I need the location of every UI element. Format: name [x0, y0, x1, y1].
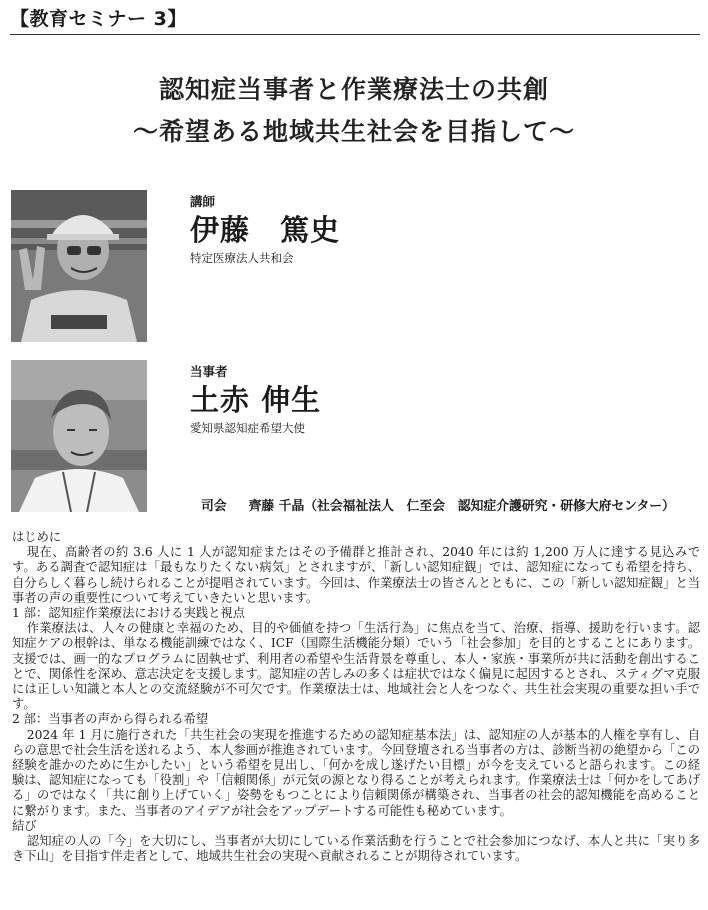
participant-affiliation: 愛知県認知症希望大使 [190, 421, 305, 435]
page-title: 認知症当事者と作業療法士の共創 [158, 75, 549, 104]
lecturer-affiliation: 特定医療法人共和会 [190, 251, 294, 265]
body-text [12, 530, 700, 864]
lecturer-photo [11, 190, 147, 342]
paragraph-conclusion: 認知症の人の「今」を大切にし、当事者が大切にしている作業活動を行うことで社会参加につなげ、本人と共に「実り多き下山」を目指す伴走者として、地域共生社会の実現へ貢献されることが期待されています。 [12, 834, 700, 864]
heading-conclusion: 結び [12, 818, 37, 833]
page-subtitle: ～希望ある地域共生社会を目指して～ [132, 117, 575, 146]
paragraph-intro: 現在、高齢者の約 3.6 人に 1 人が認知症またはその予備群と推計され、2040 年には約 1,200 万人に達する見込みです。ある調査で認知症は「最もなりたくない病気」とされますが、「新しい認知症観」では、認知症になっても希望を持ち、自分らしく暮らし続けられることが提唱されています。今回は、作業療法士の皆さんとともに、この「新しい認知症観」と当事者の声の重要性について考えていきたいと思います。 [12, 545, 700, 605]
paragraph-part2: 2024 年 1 月に施行された「共生社会の実現を推進するための認知症基本法」は、認知症の人が基本的人権を享有し、自らの意思で社会生活を送れるよう、本人参画が推進されています。今回登壇される当事者の方は、診断当初の絶望から「この経験を誰かのために生かしたい」という希望を見出し、「何かを成し遂げたい目標」が今を支えていると語られます。この経験は、認知症になっても「役割」や「信頼関係」が元気の源となり得ることが考えられます。作業療法士は「何かをしてあげる」のではなく「共に創り上げていく」姿勢をもつことにより信頼関係が構築され、当事者の社会的認知機能を高めることに繋がります。また、当事者のアイデアが社会をアップデートする可能性も秘めています。 [12, 727, 700, 818]
header-divider [10, 34, 700, 35]
participant-role: 当事者 [190, 364, 228, 379]
heading-part1: 1 部：認知症作業療法における実践と視点 [12, 606, 246, 621]
paragraph-part1: 作業療法は、人々の健康と幸福のため、目的や価値を持つ「生活行為」に焦点を当て、治療、指導、援助を行います。認知症ケアの根幹は、単なる機能訓練ではなく、ICF（国際生活機能分類）でいう「社会参加」を目的とすることにあります。支援では、画一的なプログラムに固執せず、利用者の希望や生活背景を尊重し、本人・家族・事業所が共に活動を創出することで、関係性を深め、意志決定を支援します。認知症の苦しみの多くは症状ではなく偏見に起因するとされ、スティグマ克服には正しい知識と本人との交流経験が不可欠です。作業療法士は、地域社会と人をつなぐ、共生社会実現の重要な担い手です。 [12, 621, 700, 712]
moderator-name: 齊藤 千晶 [248, 499, 305, 514]
moderator-role: 司会 [201, 499, 227, 514]
section-label: 【教育セミナー 3】 [10, 8, 187, 30]
participant-name: 土赤 伸生 [190, 383, 322, 417]
heading-part2: 2 部：当事者の声から得られる希望 [12, 712, 209, 727]
heading-intro: はじめに [12, 530, 62, 544]
lecturer-role: 講師 [190, 194, 216, 209]
participant-photo [11, 360, 147, 512]
moderator-affiliation: （社会福祉法人 仁至会 認知症介護研究・研修大府センター） [304, 499, 675, 514]
moderator-line [201, 495, 675, 514]
lecturer-name: 伊藤 篤史 [190, 213, 341, 247]
